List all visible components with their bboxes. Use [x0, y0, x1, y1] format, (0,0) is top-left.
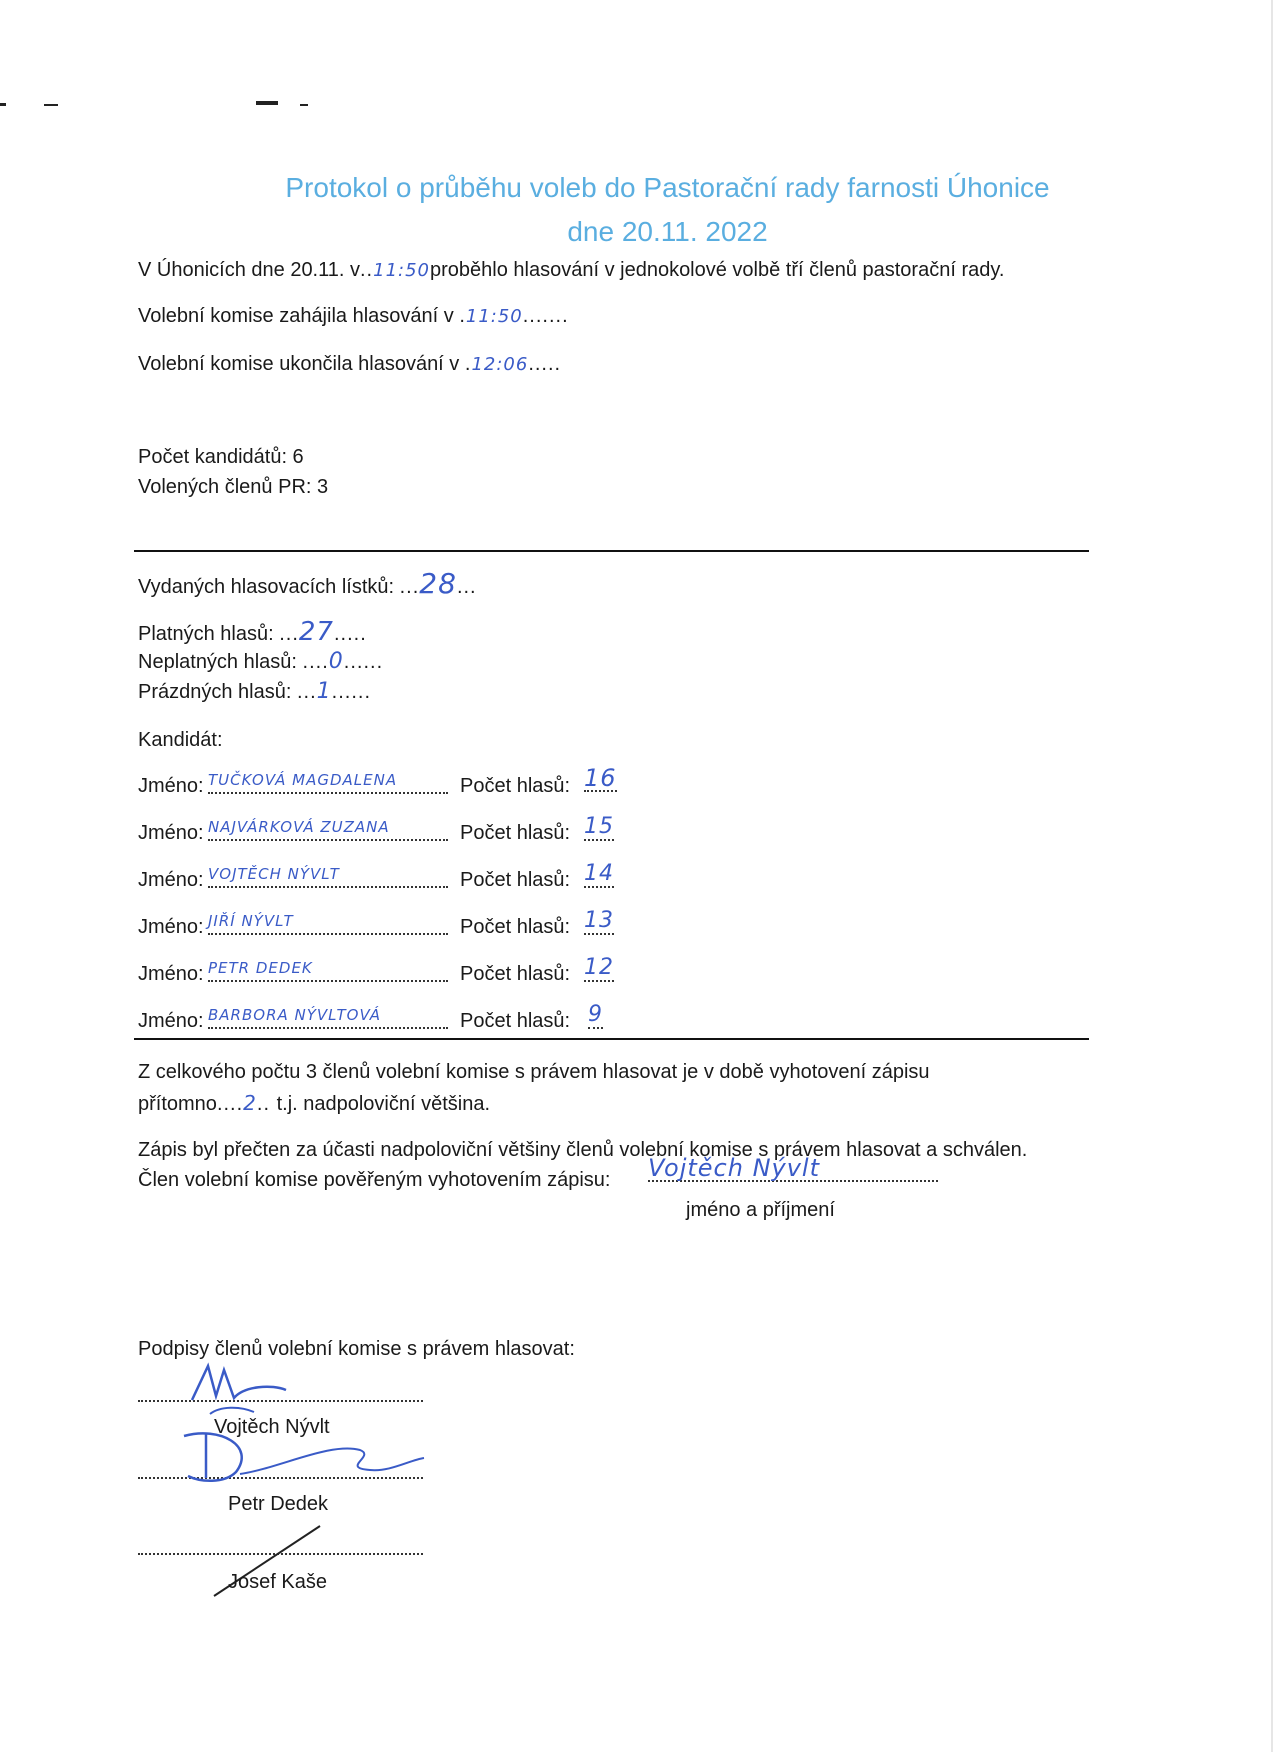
end-line: Volební komise ukončila hlasování v .12:06..... [138, 353, 562, 375]
candidates-count: Počet kandidátů: 6 [138, 446, 304, 468]
writer-name-handwritten: Vojtěch Nývlt [648, 1156, 938, 1182]
candidate-name-handwritten: VOJTĚCH NÝVLT [208, 862, 448, 888]
candidate-row: Jméno: PETR DEDEK Počet hlasů: 12 [138, 955, 614, 985]
intro-line: V Úhonicích dne 20.11. v..11:50proběhlo hlasování v jednokolové volbě tří členů pastorační rady. [138, 259, 1005, 281]
document-date: dne 20.11. 2022 [567, 216, 768, 247]
signature-petr-dedek [180, 1428, 430, 1492]
issued-ballots: Vydaných hlasovacích lístků: ...28... [138, 567, 477, 600]
scan-mark [44, 104, 58, 106]
document-title: Protokol o průběhu voleb do Pastorační rady farnosti Úhonice [285, 172, 1050, 203]
candidate-name-handwritten: NAJVÁRKOVÁ ZUZANA [208, 815, 448, 841]
valid-votes: Platných hlasů: ...27..... [138, 617, 367, 647]
candidate-heading: Kandidát: [138, 729, 223, 751]
elected-count: Volených členů PR: 3 [138, 476, 329, 498]
candidate-name-handwritten: PETR DEDEK [208, 956, 448, 982]
invalid-votes-value: 0 [328, 649, 344, 674]
candidate-row: Jméno: BARBORA NÝVLTOVÁ Počet hlasů: 9 [138, 1002, 603, 1032]
candidate-votes-handwritten: 15 [584, 814, 614, 839]
signature-vojtech-nyvlt [180, 1356, 320, 1416]
signatory-name: Josef Kaše [228, 1571, 327, 1593]
section-divider [134, 550, 1089, 552]
intro-time-handwritten: 11:50 [373, 260, 430, 281]
candidate-votes-handwritten: 14 [584, 861, 614, 886]
signatures-heading: Podpisy členů volební komise s právem hlasovat: [138, 1338, 575, 1360]
signatory-name: Petr Dedek [228, 1493, 329, 1515]
candidate-row: Jméno: VOJTĚCH NÝVLT Počet hlasů: 14 [138, 861, 614, 891]
candidate-votes-handwritten: 16 [584, 764, 617, 792]
approval-text: Zápis byl přečten za účasti nadpoloviční většiny členů volební komise s právem hlasovat a schválen. [138, 1139, 1028, 1161]
scan-mark [256, 101, 278, 105]
empty-votes: Prázdných hlasů: ...1...... [138, 679, 371, 704]
candidate-votes-handwritten: 13 [584, 908, 614, 933]
invalid-votes: Neplatných hlasů: ....0...... [138, 649, 384, 674]
valid-votes-value: 27 [298, 617, 334, 647]
candidate-row: Jméno: TUČKOVÁ MAGDALENA Počet hlasů: 16 [138, 764, 617, 797]
scan-mark [300, 104, 308, 106]
candidate-name-handwritten: JIŘÍ NÝVLT [208, 909, 448, 935]
signatory-name: Vojtěch Nývlt [214, 1416, 330, 1438]
end-time-handwritten: 12:06 [471, 354, 529, 375]
candidate-row: Jméno: NAJVÁRKOVÁ ZUZANA Počet hlasů: 15 [138, 814, 614, 844]
candidate-votes-handwritten: 9 [588, 1002, 603, 1027]
commission-text: Z celkového počtu 3 členů volební komise s právem hlasovat je v době vyhotovení zápisu [138, 1061, 930, 1083]
writer-caption: jméno a příjmení [686, 1199, 835, 1221]
candidate-name-handwritten: TUČKOVÁ MAGDALENA [208, 768, 448, 794]
scan-edge [1271, 0, 1273, 1752]
writer-line: Člen volební komise pověřeným vyhotovením zápisu: Vojtěch Nývlt [138, 1168, 610, 1192]
candidate-name-handwritten: BARBORA NÝVLTOVÁ [208, 1003, 448, 1029]
present-value-handwritten: 2 [243, 1091, 257, 1115]
start-time-handwritten: 11:50 [465, 306, 523, 327]
issued-ballots-value: 28 [419, 567, 457, 600]
scan-mark [0, 103, 6, 106]
empty-votes-value: 1 [316, 679, 332, 704]
start-line: Volební komise zahájila hlasování v .11:50....... [138, 305, 569, 327]
candidate-row: Jméno: JIŘÍ NÝVLT Počet hlasů: 13 [138, 908, 614, 938]
present-line: přítomno....2.. t.j. nadpoloviční většina. [138, 1091, 491, 1115]
candidate-votes-handwritten: 12 [584, 955, 614, 980]
section-divider [134, 1038, 1089, 1040]
